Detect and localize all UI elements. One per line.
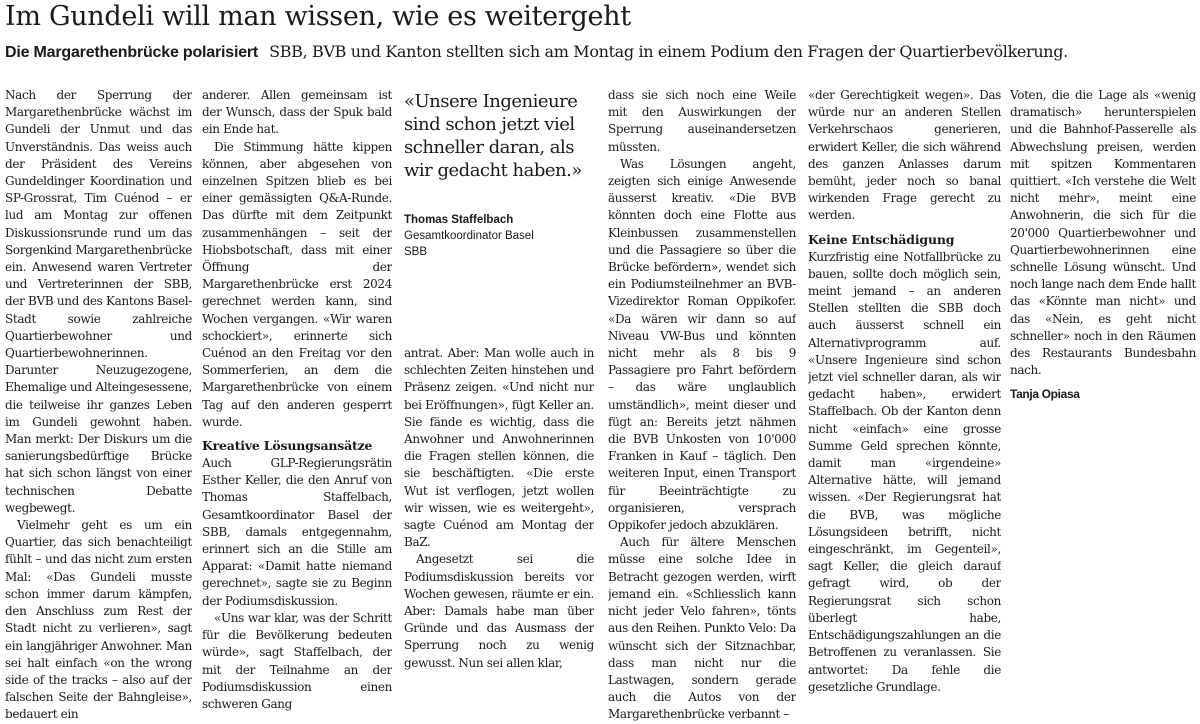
quote-org: SBB (404, 246, 428, 258)
paragraph: antrat. Aber: Man wolle auch in schlechten Zeiten hinstehen und Präsenz zeigen. «Und nicht nur bei Eröffnungen», fügt Keller an. Sie fände es wichtig, dass die Anwohner und Anwohnerinnen die Fragen stellen können, die sie beschäftigten. «Die erste Wut ist verflogen, jetzt wollen wir wissen, wie es weitergeht», sagte Cuénod am Montag der BaZ. (404, 346, 594, 550)
article-column-6 (1010, 87, 1196, 404)
paragraph: Angesetzt sei die Podiumsdiskussion bereits vor Wochen gewesen, räumte er ein. Aber: Damals habe man über Gründe und das Ausmass der Sperrung noch zu wenig gewusst. Nun sei allen klar, (404, 552, 594, 670)
article-column-4 (608, 87, 796, 724)
paragraph: anderer. Allen gemeinsam ist der Wunsch, dass der Spuk bald ein Ende hat. (202, 88, 392, 137)
paragraph: dass sie sich noch eine Weile mit den Auswirkungen der Sperrung auseinandersetzen müssten. (608, 88, 796, 154)
subline (5, 41, 1068, 64)
article-column-2 (202, 87, 392, 713)
article-column-3 (404, 345, 594, 672)
quote-role: Gesamtkoordinator Basel (404, 230, 534, 242)
paragraph: Kurzfristig eine Notfallbrücke zu bauen, sollte doch möglich sein, meint jemand – an anderen Stellen stellten die SBB doch auch äusserst schnell ein Alternativprogramm auf. «Unsere Ingenieure sind schon jetzt viel schneller daran, als wir gedacht haben», erwidert Staffelbach. Ob der Kanton denn nicht «einfach» eine grosse Summe Geld sprechen könnte, damit man «irgendeine» Alternative hätte, will jemand wissen. «Der Regierungsrat hat die BVB, was mögliche Lösungsideen betrifft, nicht eingeschränkt, im Gegenteil», sagt Keller, die gleich darauf gefragt wird, ob der Regierungsrat sich schon überlegt habe, Entschädigungszahlungen an die Betroffenen zu veranlassen. Sie antwortet: Da fehle die gesetzliche Grundlage. (808, 249, 1001, 694)
subheading-keine-entschaedigung: Keine Entschädigung (808, 231, 955, 247)
lead: SBB, BVB und Kanton stellten sich am Montag in einem Podium den Fragen der Quartierbevölkerung. (269, 42, 1068, 61)
pull-quote: «Unsere Ingenieure sind schon jetzt viel schneller daran, als wir gedacht haben.» (404, 91, 582, 181)
paragraph: Auch für ältere Menschen müsse eine solche Idee in Betracht gezogen werden, wirft jemand ein. «Schliesslich kann nicht jeder Velo fahren», tönts aus den Reihen. Punkto Velo: Da wünscht sich der Sitznachbar, dass man nicht nur die Lastwagen, sondern gerade auch die Autos von der Margarethenbrücke verbannt – (608, 535, 796, 722)
paragraph: Was Lösungen angeht, zeigten sich einige Anwesende äusserst kreativ. «Die BVB könnten doch eine Flotte aus Kleinbussen zusammenstellen und die Passagiere so über die Brücke befördern», wendet sich ein Podiumsteilnehmer an BVB-Vizedirektor Roman Oppikofer. «Da wären wir dann so auf Niveau VW-Bus und könnten nicht mehr als 8 bis 9 Passagiere pro Fahrt befördern – das wäre unglaublich umständlich», meint dieser und fügt an: Bereits jetzt nähmen die BVB Unkosten von 10'000 Franken in Kauf – täglich. Den weiteren Input, einen Transport für Beeinträchtigte zu organisieren, versprach Oppikofer jedoch abzuklären. (608, 156, 796, 533)
quote-name: Thomas Staffelbach (404, 214, 514, 226)
paragraph: Vielmehr geht es um ein Quartier, das sich benachteiligt fühlt – und das nicht zum ersten Mal: «Das Gundeli musste schon immer darum kämpfen, den Anschluss zum Rest der Stadt nicht zu verlieren», sagt ein langjähriger Anwohner. Man sei halt einfach «on the wrong side of the tracks – also auf der falschen Seite der Bahngleise», bedauert ein (5, 518, 192, 722)
paragraph: «Uns war klar, was der Schritt für die Bevölkerung bedeuten würde», sagt Staffelbach, der mit der Teilnahme an der Podiumsdiskussion einen schweren Gang (202, 610, 392, 711)
article-column-5 (808, 87, 1001, 696)
paragraph: Voten, die die Lage als «wenig dramatisch» herunterspielen und die Bahnhof-Passerelle als Abwechslung preisen, werden mit spitzen Kommentaren quittiert. «Ich verstehe die Welt nicht mehr», meint eine Anwohnerin, die sich für die 20'000 Quartierbewohner und Quartierbewohnerinnen eine schnelle Lösung wünscht. Und noch lange nach dem Ende hallt das «Könnte man nicht» und das «Nein, es geht nicht schneller» noch in den Räumen des Restaurants Bundesbahn nach. (1010, 88, 1196, 378)
headline: Im Gundeli will man wissen, wie es weitergeht (5, 1, 631, 32)
article-column-1 (5, 87, 192, 724)
kicker: Die Margarethenbrücke polarisiert (5, 44, 259, 61)
paragraph: Nach der Sperrung der Margarethenbrücke wächst im Gundeli der Unmut und das Unverständnis. Das weiss auch der Präsident des Vereins Gundeldinger Koordination und SP-Grossrat, Tim Cuénod – er lud am Montag zur offenen Diskussionsrunde rund um das Sorgenkind Margarethenbrücke ein. Anwesend waren Vertreter und Vertreterinnen der SBB, der BVB und des Kantons Basel-Stadt sowie zahlreiche Quartierbewohner und Quartierbewohnerinnen. Darunter Neuzugezogene, Ehemalige und Alteingesessene, die teilweise ihr ganzes Leben im Gundeli gewohnt haben. Man merkt: Der Diskurs um die sanierungsbedürftige Brücke hat sich schon längst von einer technischen Debatte wegbewegt. (5, 88, 192, 515)
paragraph: Die Stimmung hätte kippen können, aber abgesehen von einzelnen Spitzen blieb es bei einer gemässigten Q&A-Runde. Das dürfte mit dem Zeitpunkt zusammenhängen – seit der Hiobsbotschaft, dass mit einer Öffnung der Margarethenbrücke erst 2024 gerechnet werden kann, sind Wochen vergangen. «Wir waren schockiert», erinnerte sich Cuénod an den Freitag vor den Sommerferien, an dem die Margarethenbrücke von einem Tag auf den anderen gesperrt wurde. (202, 139, 392, 429)
author-byline: Tanja Opiasa (1010, 387, 1080, 402)
quote-attribution (404, 212, 594, 260)
subheading-kreative-loesungsansaetze: Kreative Lösungsansätze (202, 438, 373, 454)
paragraph: «der Gerechtigkeit wegen». Das würde nur an anderen Stellen Verkehrschaos generieren, erwidert Keller, die sich während des ganzen Anlasses darum bemüht, jeder noch so banal wirkenden Frage gerecht zu werden. (808, 88, 1001, 223)
paragraph: Auch GLP-Regierungsrätin Esther Keller, die den Anruf von Thomas Staffelbach, Gesamtkoordinator Basel der SBB, damals entgegennahm, erinnert sich an die Stille am Apparat: «Damit hatte niemand gerechnet», sagte sie zu Beginn der Podiumsdiskussion. (202, 456, 392, 608)
